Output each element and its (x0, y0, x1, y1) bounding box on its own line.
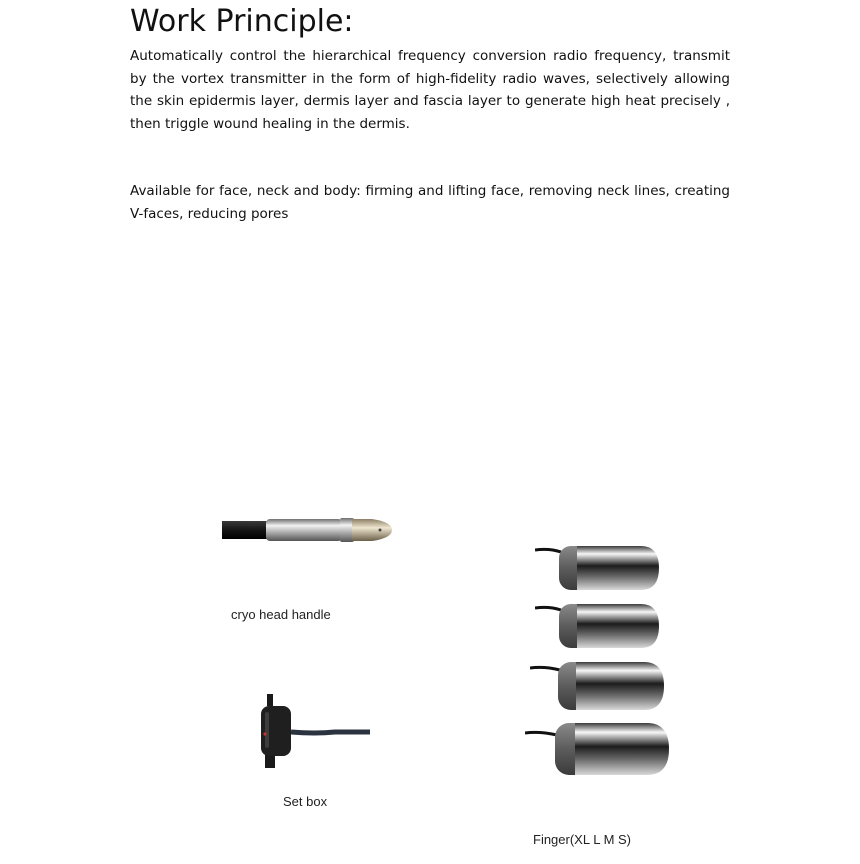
finger-electrode-image (525, 719, 675, 779)
cryo-head-handle-caption: cryo head handle (231, 607, 331, 622)
set-box-caption: Set box (283, 794, 328, 809)
set-box-image (255, 692, 370, 772)
finger-caption: Finger(XL L M S) (533, 832, 632, 847)
finger-electrode-image (535, 596, 685, 656)
usage-paragraph: Available for face, neck and body: firming and lifting face, removing neck lines, creating V-faces, reducing pores (130, 183, 730, 222)
work-principle-paragraph: Automatically control the hierarchical frequency conversion radio frequency, transmit by the vortex transmitter in the form of high-fidelity radio waves, selectively allowing the skin epidermis layer, dermis layer and fascia layer to generate high heat precisely , then triggle wound healing in the dermis. (130, 48, 730, 132)
finger-electrode-image (535, 538, 685, 598)
finger-electrode-image (530, 656, 680, 716)
page-title: Work Principle: (130, 4, 354, 39)
cryo-head-handle-image (222, 512, 394, 548)
